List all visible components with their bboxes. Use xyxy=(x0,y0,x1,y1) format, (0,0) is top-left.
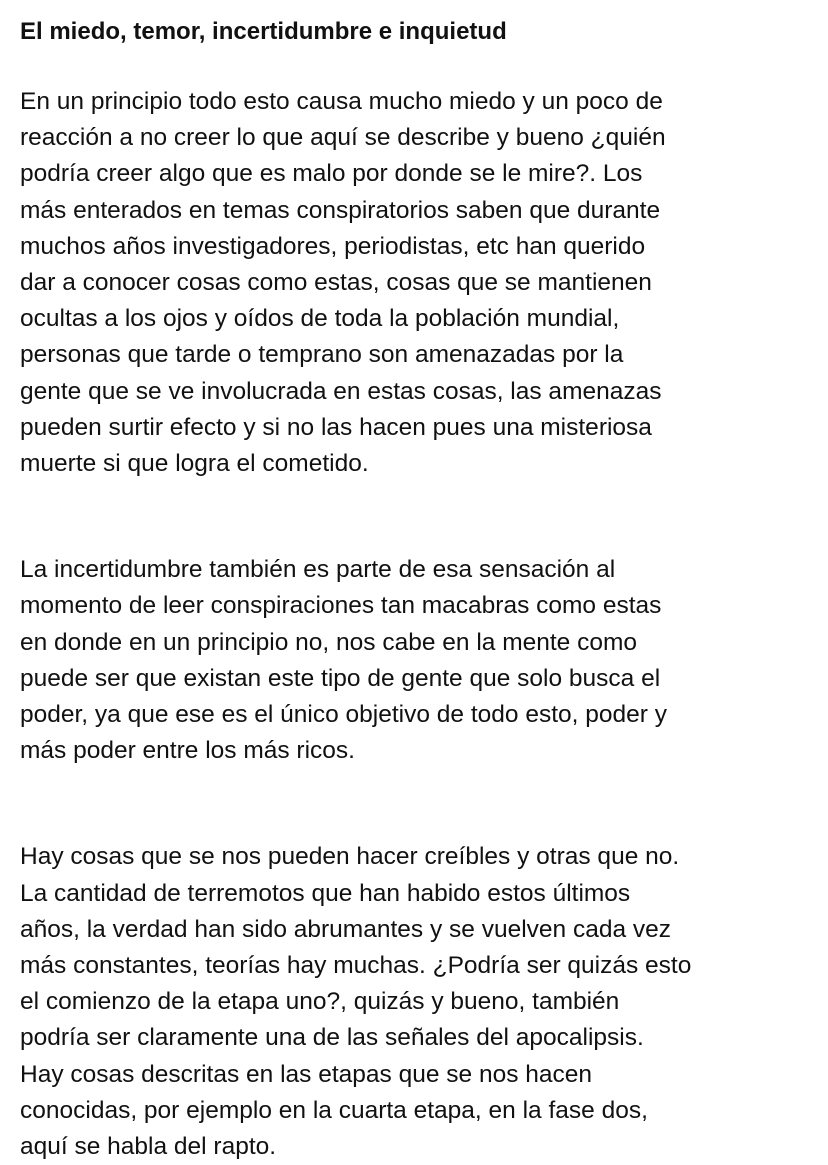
paragraph-line: más poder entre los más ricos. xyxy=(20,737,355,765)
paragraph-line: gente que se ve involucrada en estas cosas, las amenazas xyxy=(20,377,662,405)
paragraph-line: más constantes, teorías hay muchas. ¿Podría ser quizás esto xyxy=(20,952,692,980)
document-title: El miedo, temor, incertidumbre e inquietud xyxy=(20,18,507,45)
paragraph-line: personas que tarde o temprano son amenazadas por la xyxy=(20,341,624,369)
paragraph-line: En un principio todo esto causa mucho miedo y un poco de xyxy=(20,88,663,115)
paragraph-3 xyxy=(20,839,820,1165)
paragraph-line: podría ser claramente una de las señales del apocalipsis. xyxy=(20,1024,644,1052)
paragraph-line: conocidas, por ejemplo en la cuarta etapa, en la fase dos, xyxy=(20,1096,648,1124)
paragraph-2 xyxy=(20,552,820,769)
paragraph-line: puede ser que existan este tipo de gente que solo busca el xyxy=(20,664,661,692)
paragraph-line: podría creer algo que es malo por donde se le mire?. Los xyxy=(20,160,643,188)
paragraph-line: ocultas a los ojos y oídos de toda la población mundial, xyxy=(20,305,620,333)
paragraph-line: muerte si que logra el cometido. xyxy=(20,450,369,478)
paragraph-line: en donde en un principio no, nos cabe en la mente como xyxy=(20,628,638,656)
document xyxy=(20,14,820,1165)
paragraph-1 xyxy=(20,84,820,482)
paragraph-line: más enterados en temas conspiratorios saben que durante xyxy=(20,196,661,224)
paragraph-line: pueden surtir efecto y si no las hacen pues una misteriosa xyxy=(20,413,652,441)
paragraph-line: el comienzo de la etapa uno?, quizás y bueno, también xyxy=(20,988,620,1016)
paragraph-line: La incertidumbre también es parte de esa sensación al xyxy=(20,556,616,584)
paragraph-line: dar a conocer cosas como estas, cosas que se mantienen xyxy=(20,269,652,297)
paragraph-line: aquí se habla del rapto. xyxy=(20,1133,277,1161)
paragraph-line: Hay cosas descritas en las etapas que se nos hacen xyxy=(20,1060,593,1088)
paragraph-line: reacción a no creer lo que aquí se describe y bueno ¿quién xyxy=(20,124,666,152)
paragraph-line: La cantidad de terremotos que han habido estos últimos xyxy=(20,879,631,907)
paragraph-line: momento de leer conspiraciones tan macabras como estas xyxy=(20,592,662,620)
paragraph-line: Hay cosas que se nos pueden hacer creíbles y otras que no. xyxy=(20,843,680,871)
paragraph-line: muchos años investigadores, periodistas, etc han querido xyxy=(20,232,646,260)
paragraph-line: años, la verdad han sido abrumantes y se vuelven cada vez xyxy=(20,915,672,943)
paragraph-line: poder, ya que ese es el único objetivo de todo esto, poder y xyxy=(20,701,667,729)
